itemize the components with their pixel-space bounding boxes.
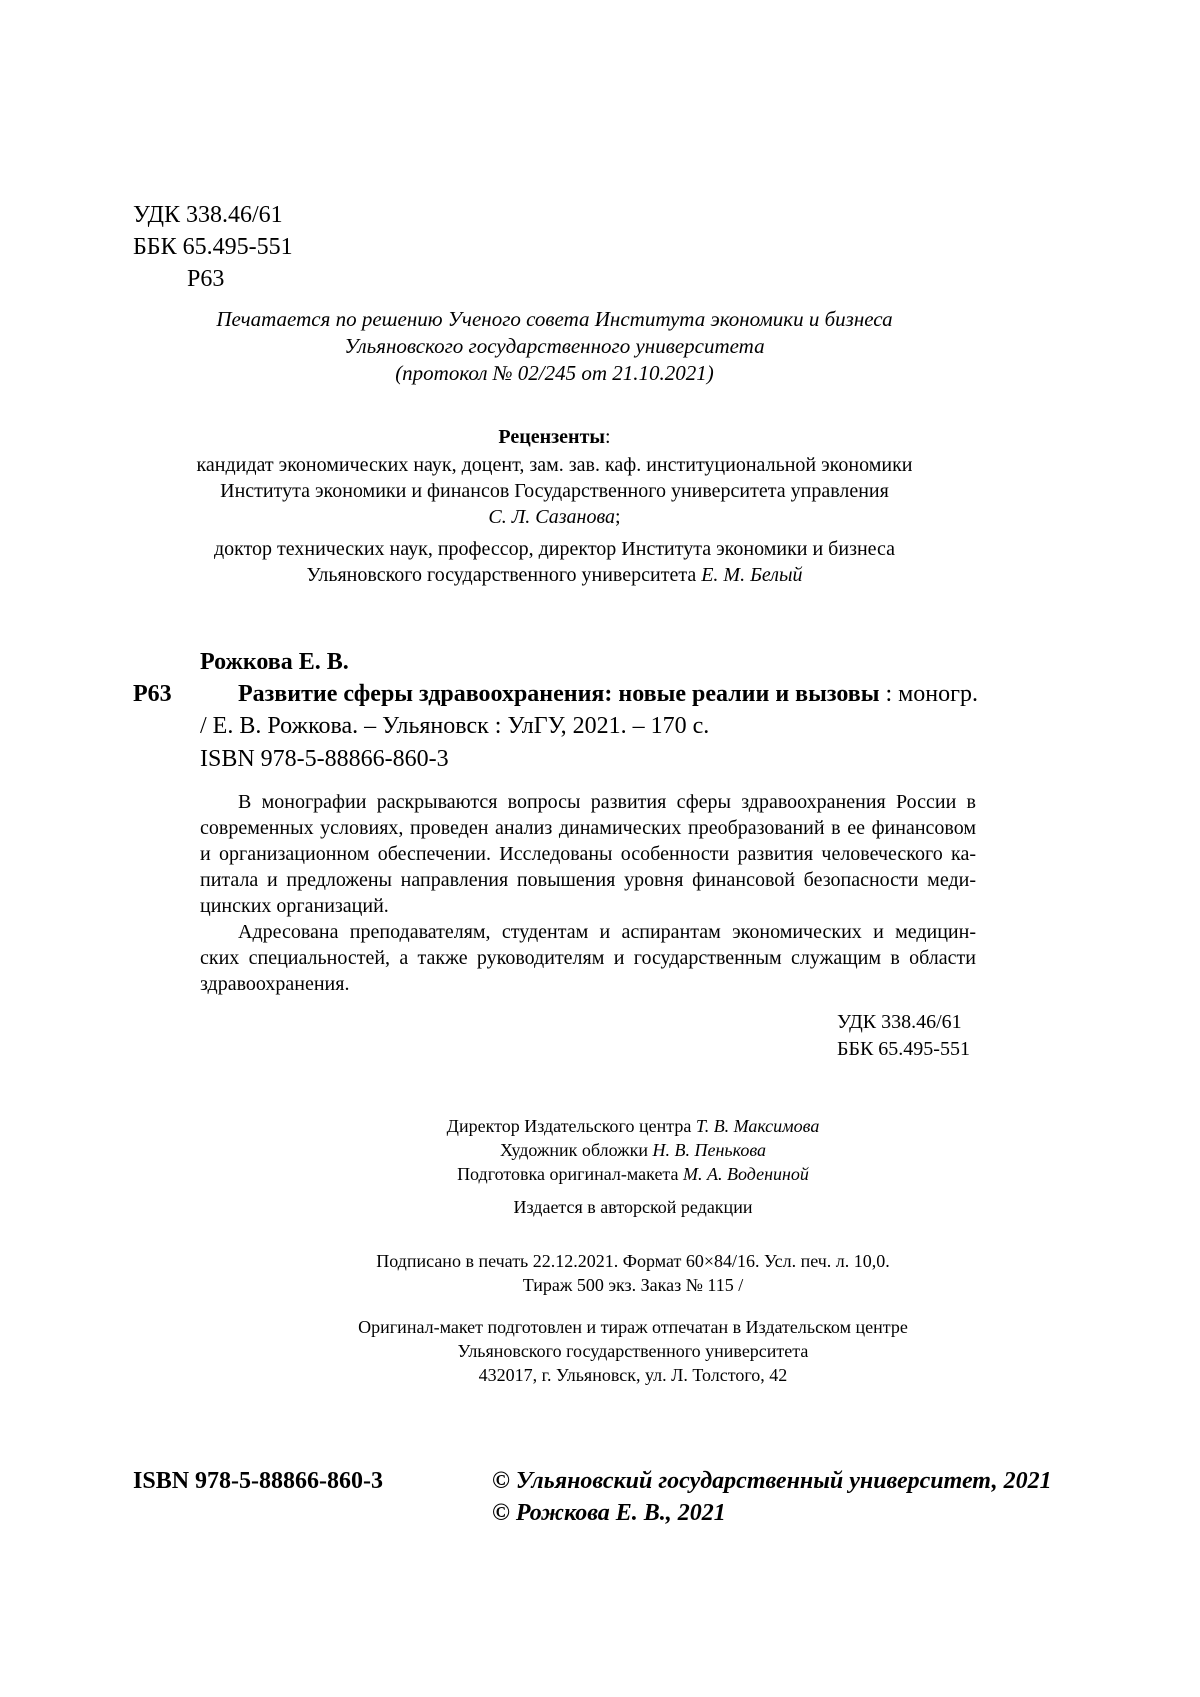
entry-author: Рожкова Е. В. [200, 649, 349, 675]
reviewer-1-name-text: С. Л. Сазанова [488, 506, 616, 528]
entry-title-line [238, 678, 978, 710]
publisher-line-3: 432017, г. Ульяновск, ул. Л. Толстого, 42 [478, 1365, 788, 1385]
reviewer-1-name [133, 504, 976, 530]
abstract-p2-l2: ских специальностей, а также руководителям и государственным служащим в области [200, 947, 976, 969]
credit-artist-name: Н. В. Пенькова [652, 1140, 767, 1160]
author-mark-top: Р63 [187, 266, 225, 292]
approval-line-3: (протокол № 02/245 от 21.10.2021) [395, 361, 714, 385]
reviewers-block [133, 424, 976, 588]
approval-line-1: Печатается по решению Ученого совета Института экономики и бизнеса [216, 307, 893, 331]
reviewer-1-name-suffix: ; [615, 506, 621, 528]
credit-director-name: Т. В. Максимова [695, 1116, 820, 1136]
bbk-top: ББК 65.495-551 [133, 234, 293, 260]
print-info-line-2: Тираж 500 экз. Заказ № 115 / [522, 1275, 744, 1295]
reviewer-2-line-1: доктор технических наук, профессор, директор Института экономики и бизнеса [213, 538, 896, 560]
abstract-p2-l1: Адресована преподавателям, студентам и аспирантам экономических и медицин- [238, 921, 976, 943]
footer-copyright-1: © Ульяновский государственный университет, 2021 [492, 1468, 1052, 1494]
publisher-info [133, 1315, 1133, 1387]
abstract-p2-l3: здравоохранения. [200, 973, 350, 995]
udk-bottom: УДК 338.46/61 [837, 1011, 962, 1033]
reviewer-2-line-2-text: Ульяновского государственного университета [306, 564, 702, 586]
abstract-p1-l3: и организационном обеспечении. Исследованы особенности развития человеческого ка- [200, 843, 976, 865]
udk-top: УДК 338.46/61 [133, 202, 283, 228]
approval-block [133, 306, 976, 387]
publisher-line-2: Ульяновского государственного университета [457, 1341, 809, 1361]
credit-layout-label: Подготовка оригинал-макета [457, 1164, 684, 1184]
credit-artist [133, 1138, 1133, 1162]
abstract-p1-l1: В монографии раскрываются вопросы развития сферы здравоохранения России в [238, 791, 976, 813]
credit-director-label: Директор Издательского центра [446, 1116, 696, 1136]
entry-title: Развитие сферы здравоохранения: новые реалии и вызовы [238, 681, 880, 707]
edition-note: Издается в авторской редакции [513, 1197, 753, 1217]
bbk-bottom: ББК 65.495-551 [837, 1038, 970, 1060]
entry-isbn: ISBN 978-5-88866-860-3 [200, 746, 449, 772]
abstract [200, 789, 976, 997]
reviewer-1-line-2: Института экономики и финансов Государственного университета управления [220, 480, 889, 502]
reviewers-heading-text: Рецензенты [498, 426, 606, 448]
publisher-line-1: Оригинал-макет подготовлен и тираж отпечатан в Издательском центре [358, 1317, 908, 1337]
print-info-line-1: Подписано в печать 22.12.2021. Формат 60×84/16. Усл. печ. л. 10,0. [376, 1251, 890, 1271]
print-info [133, 1249, 1133, 1297]
credit-artist-label: Художник обложки [499, 1140, 653, 1160]
abstract-p1-l5: цинских организаций. [200, 895, 389, 917]
entry-mark: Р63 [133, 681, 172, 707]
abstract-p1-l4: питала и предложены направления повышения уровня финансовой безопасности меди- [200, 869, 976, 891]
abstract-p1-l2: современных условиях, проведен анализ динамических преобразований в ее финансовом [200, 817, 976, 839]
reviewer-2-line-2 [133, 562, 976, 588]
entry-title-suffix: : моногр. [879, 681, 978, 707]
reviewer-2-name: Е. М. Белый [701, 564, 803, 586]
approval-line-2: Ульяновского государственного университета [344, 334, 765, 358]
entry-line-2: / Е. В. Рожкова. – Ульяновск : УлГУ, 2021. – 170 с. [200, 713, 710, 739]
reviewer-1-line-1: кандидат экономических наук, доцент, зам. зав. каф. институциональной экономики [196, 454, 913, 476]
credit-layout-name: М. А. Водениной [683, 1164, 809, 1184]
reviewers-heading [133, 424, 976, 450]
credit-director [133, 1114, 1133, 1138]
footer-isbn: ISBN 978-5-88866-860-3 [133, 1468, 383, 1494]
credits [133, 1114, 1133, 1186]
credit-layout [133, 1162, 1133, 1186]
reviewers-heading-suffix: : [605, 426, 611, 448]
footer-copyright-2: © Рожкова Е. В., 2021 [492, 1500, 726, 1526]
